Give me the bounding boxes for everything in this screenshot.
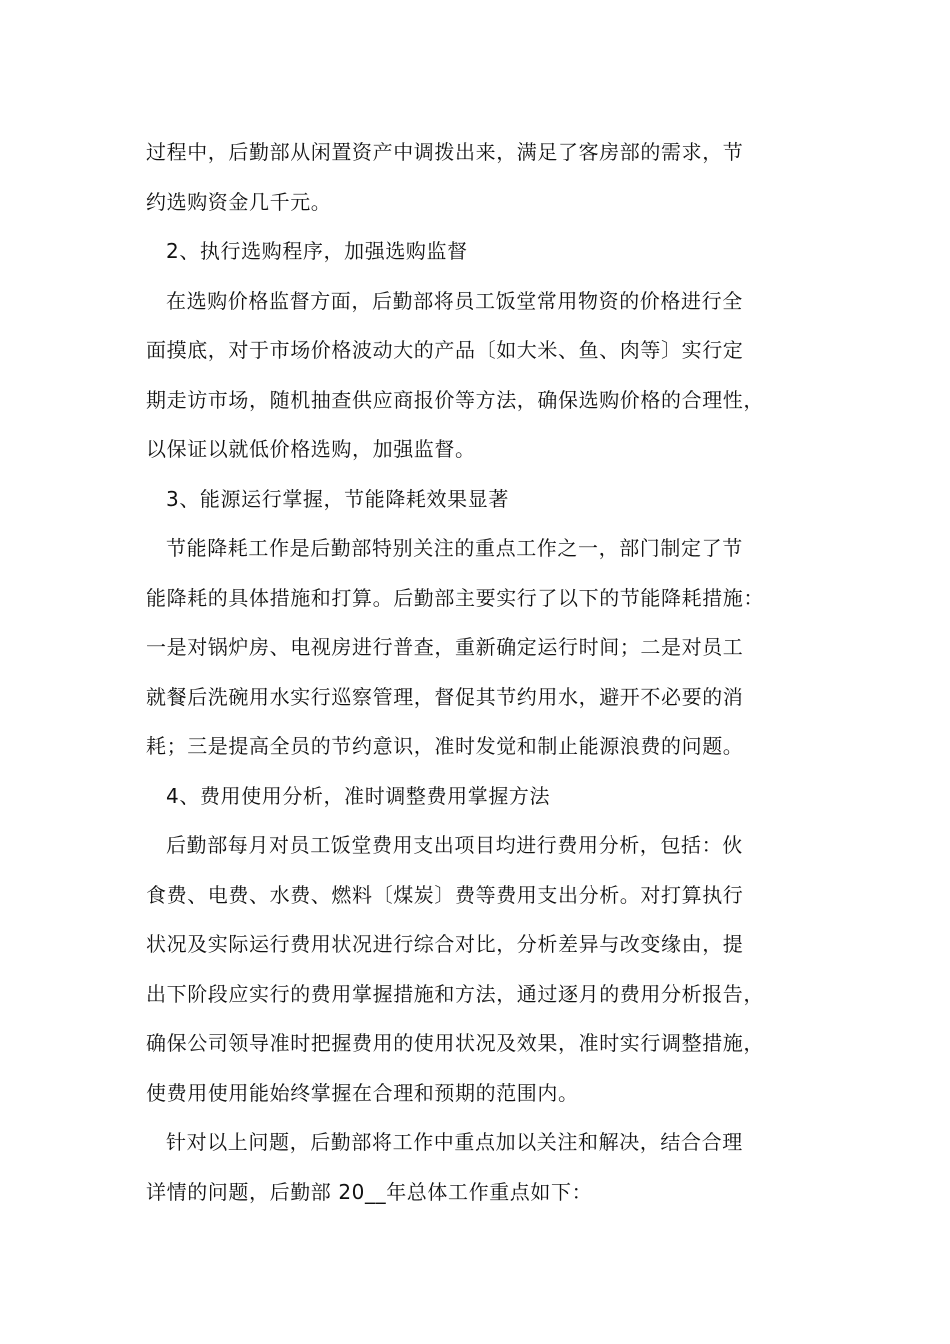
text-line: 期走访市场，随机抽查供应商报价等方法，确保选购价格的合理性， — [146, 387, 764, 412]
text-line: 在选购价格监督方面，后勤部将员工饭堂常用物资的价格进行全 — [166, 288, 743, 313]
text-line: 使费用使用能始终掌握在合理和预期的范围内。 — [146, 1080, 579, 1105]
text-line: 面摸底，对于市场价格波动大的产品〔如大米、鱼、肉等〕实行定 — [146, 338, 744, 362]
text-line: 后勤部每月对员工饭堂费用支出项目均进行费用分析，包括：伙 — [166, 833, 743, 857]
text-line: 一是对锅炉房、电视房进行普查，重新确定运行时间；二是对员工 — [146, 635, 744, 659]
text-line: 详情的问题，后勤部 20__年总体工作重点如下： — [146, 1179, 593, 1204]
text-line: 确保公司领导准时把握费用的使用状况及效果，准时实行调整措施， — [146, 1031, 764, 1055]
text-line: 食费、电费、水费、燃料〔煤炭〕费等费用支出分析。对打算执行 — [146, 882, 744, 907]
section-heading: 3、能源运行掌握，节能降耗效果显著 — [166, 486, 509, 511]
text-line: 状况及实际运行费用状况进行综合对比，分析差异与改变缘由，提 — [146, 932, 744, 956]
text-line: 节能降耗工作是后勤部特别关注的重点工作之一，部门制定了节 — [166, 536, 743, 560]
text-line: 针对以上问题，后勤部将工作中重点加以关注和解决，结合合理 — [166, 1130, 743, 1154]
text-line: 能降耗的具体措施和打算。后勤部主要实行了以下的节能降耗措施： — [146, 585, 764, 610]
section-heading: 4、费用使用分析，准时调整费用掌握方法 — [166, 783, 551, 808]
text-line: 约选购资金几千元。 — [146, 189, 332, 214]
document-body — [146, 128, 836, 1217]
section-heading: 2、执行选购程序，加强选购监督 — [166, 239, 468, 263]
text-line: 就餐后洗碗用水实行巡察管理，督促其节约用水，避开不必要的消 — [146, 684, 744, 709]
text-line: 过程中，后勤部从闲置资产中调拨出来，满足了客房部的需求，节 — [146, 140, 744, 164]
text-line: 以保证以就低价格选购，加强监督。 — [146, 437, 476, 461]
text-line: 出下阶段应实行的费用掌握措施和方法，通过逐月的费用分析报告， — [146, 981, 764, 1006]
text-line: 耗；三是提高全员的节约意识，准时发觉和制止能源浪费的问题。 — [146, 734, 744, 758]
